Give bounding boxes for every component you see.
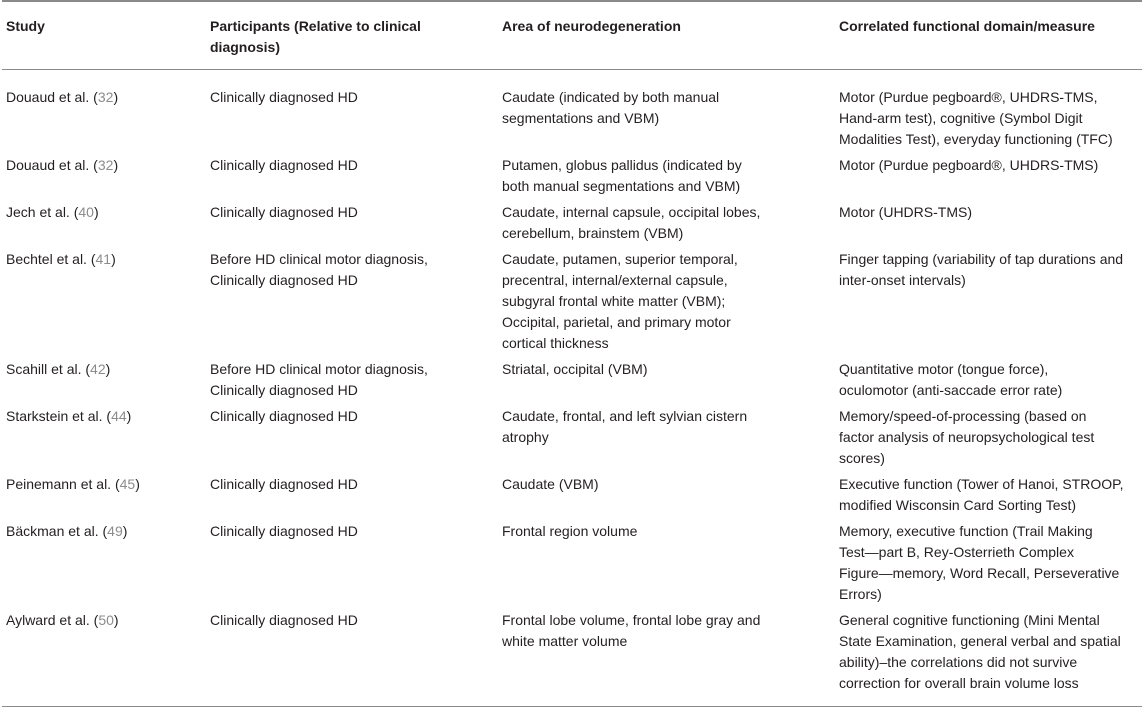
study-author: Aylward et al. [6, 612, 90, 628]
cell-measure-line: Memory, executive function (Trail Making [839, 523, 1093, 539]
cell-area-line: cortical thickness [502, 335, 609, 351]
cell-participants [206, 406, 498, 474]
cell-area-line: white matter volume [502, 633, 628, 649]
header-study: Study [2, 1, 206, 70]
cell-study: Douaud et al. (32) [6, 89, 119, 105]
cell-area [498, 70, 835, 156]
cell-participants-line: Clinically diagnosed HD [210, 272, 358, 288]
cell-measure-line: Motor (UHDRS-TMS) [839, 204, 972, 220]
cell-measure [835, 202, 1142, 249]
cell-area [498, 359, 835, 406]
table-body [2, 70, 1142, 707]
reference-link[interactable]: 44 [111, 408, 127, 424]
cell-area [498, 249, 835, 359]
cell-measure-line: General cognitive functioning (Mini Mental [839, 612, 1100, 628]
cell-measure [835, 474, 1142, 521]
cell-measure-line: factor analysis of neuropsychological test [839, 429, 1095, 445]
cell-participants-line: Clinically diagnosed HD [210, 612, 358, 628]
header-measure: Correlated functional domain/measure [835, 1, 1142, 70]
cell-area-line: segmentations and VBM) [502, 110, 660, 126]
cell-area-line: Putamen, globus pallidus (indicated by [502, 157, 742, 173]
cell-measure [835, 359, 1142, 406]
cell-measure [835, 249, 1142, 359]
cell-measure-line: Motor (Purdue pegboard®, UHDRS-TMS) [839, 157, 1099, 173]
cell-measure-line: Finger tapping (variability of tap durations and [839, 251, 1124, 267]
cell-area [498, 202, 835, 249]
cell-participants [206, 70, 498, 156]
table-row [2, 521, 1142, 610]
cell-participants [206, 359, 498, 406]
cell-participants [206, 249, 498, 359]
cell-area-line: subgyral frontal white matter (VBM); [502, 293, 726, 309]
header-area: Area of neurodegeneration [498, 1, 835, 70]
study-author: Bechtel et al. [6, 251, 87, 267]
cell-area-line: Caudate (VBM) [502, 476, 599, 492]
cell-area-line: precentral, internal/external capsule, [502, 272, 728, 288]
cell-area [498, 474, 835, 521]
cell-participants-line: Clinically diagnosed HD [210, 89, 358, 105]
cell-study: Jech et al. (40) [6, 204, 99, 220]
cell-measure [835, 70, 1142, 156]
cell-participants-line: Clinically diagnosed HD [210, 204, 358, 220]
study-author: Peinemann et al. [6, 476, 112, 492]
cell-measure-line: Errors) [839, 586, 882, 602]
cell-study: Douaud et al. (32) [6, 157, 119, 173]
cell-area-line: Frontal lobe volume, frontal lobe gray and [502, 612, 761, 628]
cell-participants [206, 155, 498, 202]
cell-area-line: Frontal region volume [502, 523, 638, 539]
table-row [2, 359, 1142, 406]
cell-participants-line: Clinically diagnosed HD [210, 157, 358, 173]
cell-area-line: Caudate, frontal, and left sylvian cistern [502, 408, 748, 424]
cell-participants [206, 610, 498, 707]
cell-participants-line: Clinically diagnosed HD [210, 382, 358, 398]
study-author: Douaud et al. [6, 89, 90, 105]
cell-measure [835, 521, 1142, 610]
cell-area-line: both manual segmentations and VBM) [502, 178, 741, 194]
reference-link[interactable]: 45 [119, 476, 136, 492]
cell-participants-line: Before HD clinical motor diagnosis, [210, 361, 428, 377]
cell-area-line: Caudate (indicated by both manual [502, 89, 720, 105]
cell-measure [835, 610, 1142, 707]
study-author: Bäckman et al. [6, 523, 99, 539]
cell-study: Scahill et al. (42) [6, 361, 111, 377]
cell-area-line: Striatal, occipital (VBM) [502, 361, 648, 377]
reference-link[interactable]: 32 [97, 157, 114, 173]
neurodegeneration-table [2, 0, 1142, 707]
cell-measure-line: scores) [839, 450, 885, 466]
cell-measure-line: Figure—memory, Word Recall, Perseverative [839, 565, 1120, 581]
reference-link[interactable]: 49 [107, 523, 123, 539]
cell-area-line: Caudate, internal capsule, occipital lobes, [502, 204, 761, 220]
cell-participants [206, 521, 498, 610]
cell-measure-line: Memory/speed-of-processing (based on [839, 408, 1087, 424]
cell-area [498, 610, 835, 707]
cell-measure-line: correction for overall brain volume loss [839, 675, 1079, 691]
cell-participants-line: Clinically diagnosed HD [210, 523, 358, 539]
cell-measure-line: oculomotor (anti-saccade error rate) [839, 382, 1063, 398]
cell-measure-line: modified Wisconsin Card Sorting Test) [839, 497, 1077, 513]
cell-participants [206, 474, 498, 521]
cell-study: Bäckman et al. (49) [6, 523, 128, 539]
cell-study: Aylward et al. (50) [2, 610, 206, 707]
table-row [2, 474, 1142, 521]
study-author: Douaud et al. [6, 157, 90, 173]
table-header [2, 1, 1142, 70]
table-row [2, 155, 1142, 202]
cell-participants-line: Clinically diagnosed HD [210, 408, 358, 424]
cell-study: Peinemann et al. (45) [6, 476, 140, 492]
reference-link[interactable]: 32 [97, 89, 114, 105]
cell-measure-line: Hand-arm test), cognitive (Symbol Digit [839, 110, 1083, 126]
cell-area-line: cerebellum, brainstem (VBM) [502, 225, 684, 241]
cell-study: Bechtel et al. (41) [6, 251, 116, 267]
cell-area-line: Occipital, parietal, and primary motor [502, 314, 731, 330]
cell-area [498, 406, 835, 474]
cell-participants-line: Before HD clinical motor diagnosis, [210, 251, 428, 267]
cell-study: Starkstein et al. (44) [6, 408, 132, 424]
reference-link[interactable]: 40 [78, 204, 94, 220]
cell-measure [835, 155, 1142, 202]
cell-measure-line: Test—part B, Rey-Osterrieth Complex [839, 544, 1074, 560]
table-row [2, 249, 1142, 359]
study-author: Scahill et al. [6, 361, 82, 377]
reference-link[interactable]: 50 [98, 612, 114, 628]
cell-participants-line: Clinically diagnosed HD [210, 476, 358, 492]
cell-area [498, 521, 835, 610]
cell-area-line: Caudate, putamen, superior temporal, [502, 251, 738, 267]
table-row [2, 610, 1142, 707]
cell-measure [835, 406, 1142, 474]
cell-measure-line: ability)–the correlations did not survive [839, 654, 1078, 670]
cell-measure-line: State Examination, general verbal and spatial [839, 633, 1121, 649]
header-row [2, 1, 1142, 70]
study-author: Starkstein et al. [6, 408, 103, 424]
cell-participants [206, 202, 498, 249]
study-author: Jech et al. [6, 204, 70, 220]
table-row [2, 202, 1142, 249]
cell-area-line: atrophy [502, 429, 549, 445]
cell-area [498, 155, 835, 202]
reference-link[interactable]: 41 [95, 251, 112, 267]
cell-measure-line: Executive function (Tower of Hanoi, STROOP, [839, 476, 1124, 492]
cell-measure-line: Modalities Test), everyday functioning (TFC) [839, 131, 1113, 147]
table-row [2, 70, 1142, 156]
cell-measure-line: Motor (Purdue pegboard®, UHDRS-TMS, [839, 89, 1098, 105]
table-row [2, 406, 1142, 474]
cell-measure-line: Quantitative motor (tongue force), [839, 361, 1049, 377]
header-participants: Participants (Relative to clinical diagnosis) [206, 1, 498, 70]
cell-measure-line: inter-onset intervals) [839, 272, 966, 288]
reference-link[interactable]: 42 [90, 361, 106, 377]
